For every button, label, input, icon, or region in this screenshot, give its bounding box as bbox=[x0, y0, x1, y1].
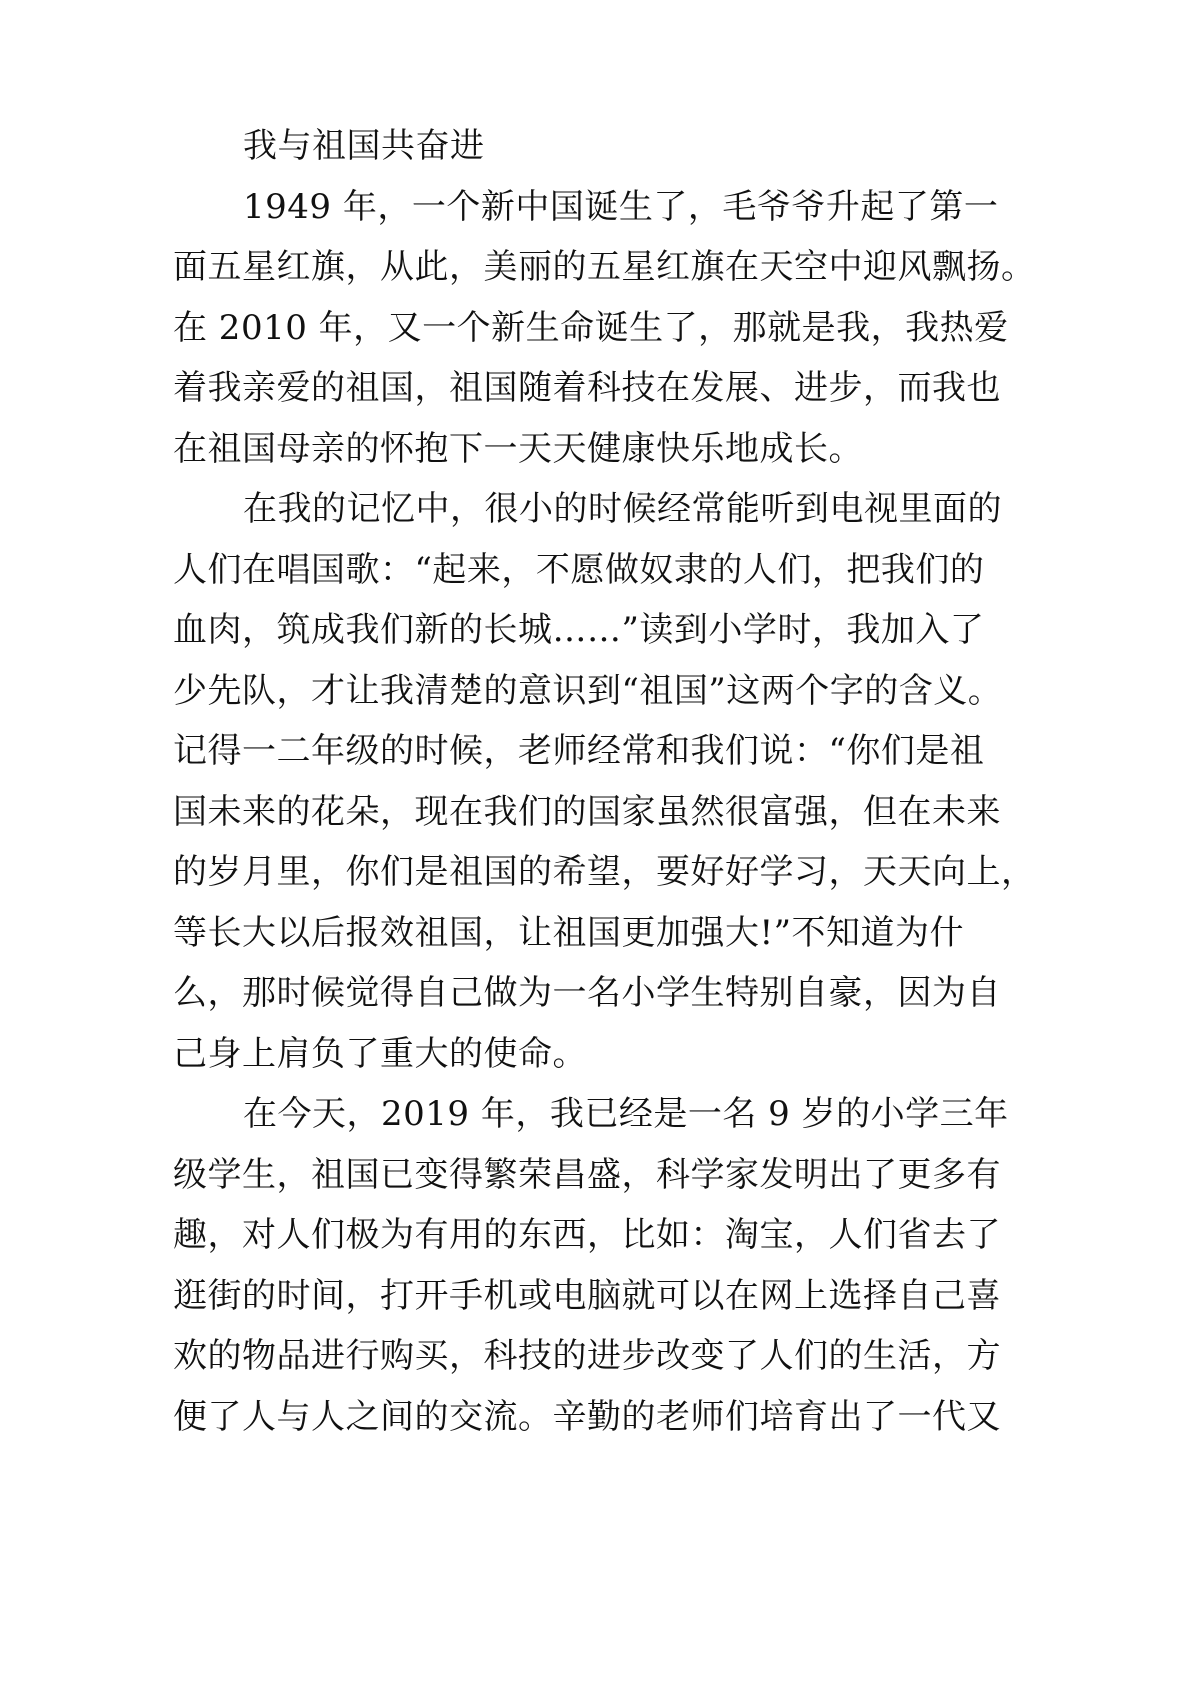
paragraph-line: 么，那时候觉得自己做为一名小学生特别自豪，因为自 bbox=[173, 973, 1001, 1013]
paragraph-line: 趣，对人们极为有用的东西，比如：淘宝，人们省去了 bbox=[173, 1215, 1001, 1255]
paragraph-2 bbox=[173, 479, 1036, 1084]
paragraph-line: 少先队，才让我清楚的意识到“祖国”这两个字的含义。 bbox=[173, 670, 1003, 711]
paragraph-line: 在我的记忆中，很小的时候经常能听到电视里面的 bbox=[243, 489, 1002, 529]
paragraph-line: 血肉，筑成我们新的长城……”读到小学时，我加入了 bbox=[173, 610, 985, 650]
paragraph-line: 己身上肩负了重大的使命。 bbox=[173, 1033, 587, 1074]
document-body bbox=[173, 116, 1036, 1447]
paragraph-1 bbox=[173, 177, 1036, 480]
paragraph-3 bbox=[173, 1084, 1033, 1447]
paragraph-line: 着我亲爱的祖国，祖国随着科技在发展、进步，而我也 bbox=[173, 368, 1001, 408]
paragraph-line: 人们在唱国歌：“起来，不愿做奴隶的人们，把我们的 bbox=[173, 549, 985, 590]
paragraph-line: 面五星红旗，从此，美丽的五星红旗在天空中迎风飘扬。 bbox=[173, 247, 1036, 287]
paragraph-line: 逛街的时间，打开手机或电脑就可以在网上选择自己喜 bbox=[173, 1275, 1001, 1316]
paragraph-line: 欢的物品进行购买，科技的进步改变了人们的生活，方 bbox=[173, 1336, 1001, 1376]
paragraph-line: 1949 年，一个新中国诞生了，毛爷爷升起了第一 bbox=[243, 186, 999, 227]
paragraph-line: 在祖国母亲的怀抱下一天天健康快乐地成长。 bbox=[173, 428, 863, 469]
paragraph-line: 国未来的花朵，现在我们的国家虽然很富强，但在未来 bbox=[173, 791, 1001, 832]
paragraph-line: 在今天，2019 年，我已经是一名 9 岁的小学三年 bbox=[243, 1094, 1009, 1134]
paragraph-line: 级学生，祖国已变得繁荣昌盛，科学家发明出了更多有 bbox=[173, 1154, 1001, 1195]
paragraph-line: 便了人与人之间的交流。辛勤的老师们培育出了一代又 bbox=[173, 1396, 1001, 1437]
paragraph-line: 的岁月里，你们是祖国的希望，要好好学习，天天向上， bbox=[173, 852, 1036, 892]
document-title: 我与祖国共奋进 bbox=[243, 126, 485, 166]
paragraph-line: 在 2010 年，又一个新生命诞生了，那就是我，我热爱 bbox=[173, 307, 1009, 348]
paragraph-line: 记得一二年级的时候，老师经常和我们说：“你们是祖 bbox=[173, 731, 985, 771]
paragraph-line: 等长大以后报效祖国，让祖国更加强大!”不知道为什 bbox=[173, 912, 965, 953]
